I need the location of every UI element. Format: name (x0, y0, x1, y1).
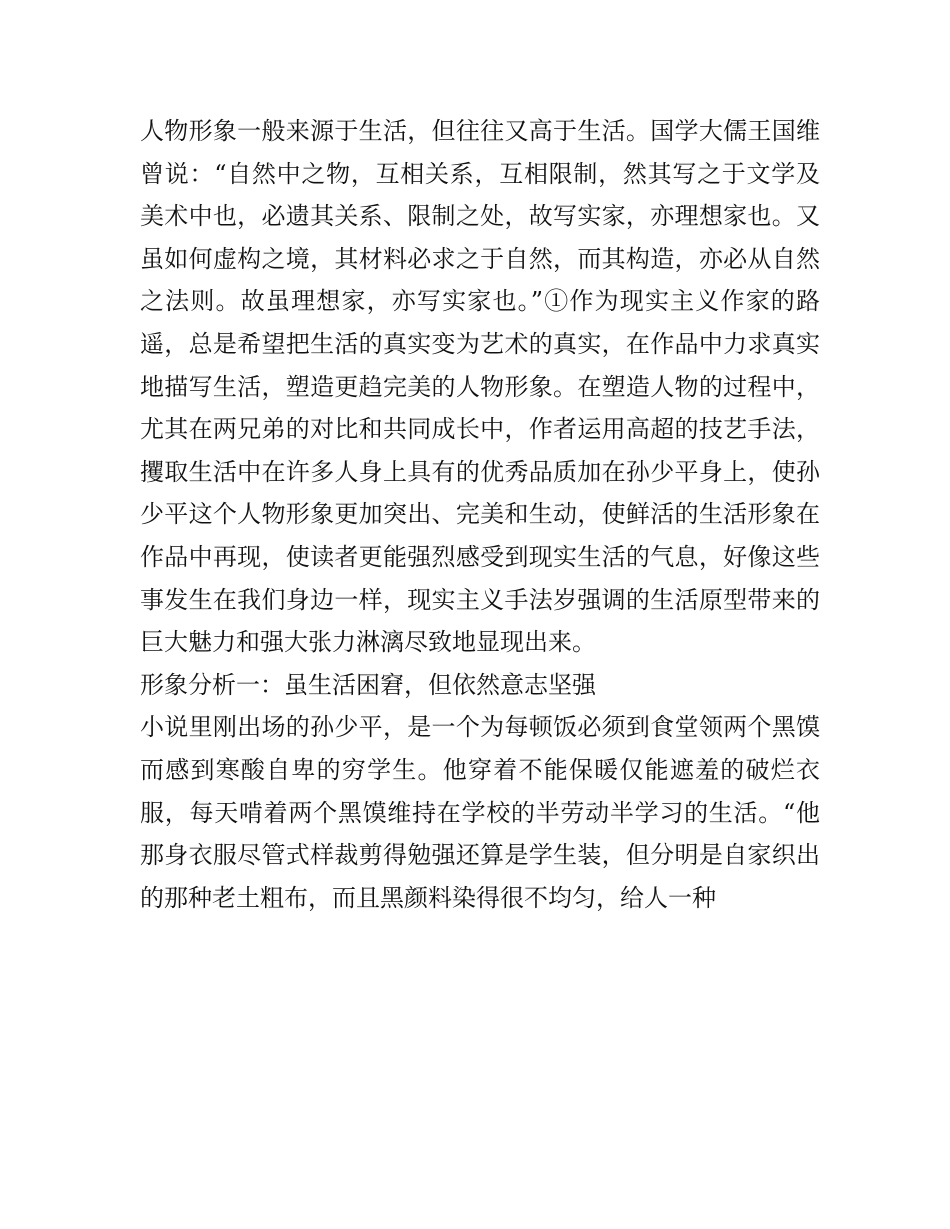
document-body (140, 110, 820, 919)
paragraph-realism-intro: 人物形象一般来源于生活，但往往又高于生活。国学大儒王国维曾说：“自然中之物，互相关系，互相限制，然其写之于文学及美术中也，必遗其关系、限制之处，故写实家，亦理想家也。又虽如何虚构之境，其材料必求之于自然，而其构造，亦必从自然之法则。故虽理想家，亦写实家也。”①作为现实主义作家的路遥，总是希望把生活的真实变为艺术的真实，在作品中力求真实地描写生活，塑造更趋完美的人物形象。在塑造人物的过程中，尤其在两兄弟的对比和共同成长中，作者运用高超的技艺手法，攫取生活中在许多人身上具有的优秀品质加在孙少平身上，使孙少平这个人物形象更加突出、完美和生动，使鲜活的生活形象在作品中再现，使读者更能强烈感受到现实生活的气息，好像这些事发生在我们身边一样，现实主义手法岁强调的生活原型带来的巨大魅力和强大张力淋漓尽致地显现出来。 (140, 117, 820, 657)
paragraph-sun-shaoping-introduction: 小说里刚出场的孙少平，是一个为每顿饭必须到食堂领两个黑馍而感到寒酸自卑的穷学生。他穿着不能保暖仅能遮羞的破烂衣服，每天啃着两个黑馍维持在学校的半劳动半学习的生活。“他那身衣服尽管式样裁剪得勉强还算是学生装，但分明是自家织出的那种老土粗布，而且黑颜料染得很不均匀，给人一种 (140, 713, 820, 912)
section-heading-image-analysis-one: 形象分析一：虽生活困窘，但依然意志坚强 (140, 670, 596, 699)
